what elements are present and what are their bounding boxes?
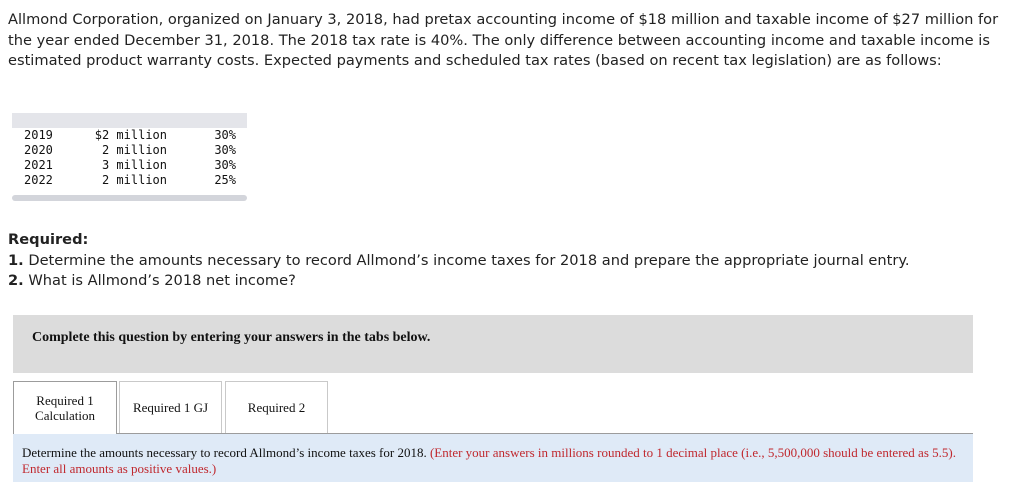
table-row [12, 143, 247, 158]
table-row [12, 173, 247, 188]
table-top-bar [12, 113, 247, 128]
amount-cell: 2 million [101, 173, 167, 187]
rate-cell: 25% [214, 173, 236, 187]
year-cell: 2022 [24, 173, 53, 187]
year-cell: 2019 [24, 128, 53, 142]
rate-cell: 30% [214, 128, 236, 142]
instruction-text: Determine the amounts necessary to record Allmond’s income taxes for 2018. [22, 445, 427, 460]
amount-cell: 2 million [101, 143, 167, 157]
tab-required-2[interactable] [225, 381, 328, 433]
tab-label: Required 1 GJ [132, 400, 209, 415]
required-section [8, 230, 1018, 292]
table-row [12, 128, 247, 143]
banner-text: Complete this question by entering your answers in the tabs below. [32, 330, 431, 345]
tab-label-line2: Calculation [35, 408, 95, 423]
instructions-banner [13, 315, 973, 373]
tab-content-panel [13, 433, 973, 482]
required-item-1 [8, 251, 1018, 272]
required-item-2 [8, 271, 1018, 292]
tab-required-1-gj[interactable] [119, 381, 222, 433]
year-cell: 2021 [24, 158, 53, 172]
amount-cell: 3 million [101, 158, 167, 172]
warranty-schedule-table [12, 113, 247, 202]
table-scrollbar[interactable] [12, 195, 247, 201]
required-heading: Required: [8, 231, 89, 248]
item-number: 2. [8, 272, 24, 289]
tab-label-line1: Required 1 [36, 393, 94, 408]
tab-required-1-calculation[interactable] [13, 381, 117, 434]
item-number: 1. [8, 251, 24, 269]
tab-label: Required 2 [247, 400, 306, 415]
problem-statement: Allmond Corporation, organized on January 3, 2018, had pretax accounting income of $18 million and taxable income of $27 million for the year ended December 31, 2018. The 2018 tax rate is 40%. The only difference between accounting income and taxable income is estimated product warranty costs. Expected payments and scheduled tax rates (based on recent tax legislation) are as follows: [8, 11, 999, 69]
item-text: What is Allmond’s 2018 net income? [23, 272, 296, 289]
rate-cell: 30% [214, 143, 236, 157]
item-text: Determine the amounts necessary to record Allmond’s income taxes for 2018 and prepare the appropriate journal entry. [23, 251, 910, 269]
panel-instructions [22, 445, 967, 476]
amount-cell: $2 million [94, 128, 167, 142]
table-row [12, 158, 247, 173]
entry-note: (Enter your answers in millions rounded to 1 decimal place (i.e., 5,500,000 should be entered as 5.5). Enter all amounts as positive values.) [22, 445, 956, 476]
year-cell: 2020 [24, 143, 53, 157]
rate-cell: 30% [214, 158, 236, 172]
